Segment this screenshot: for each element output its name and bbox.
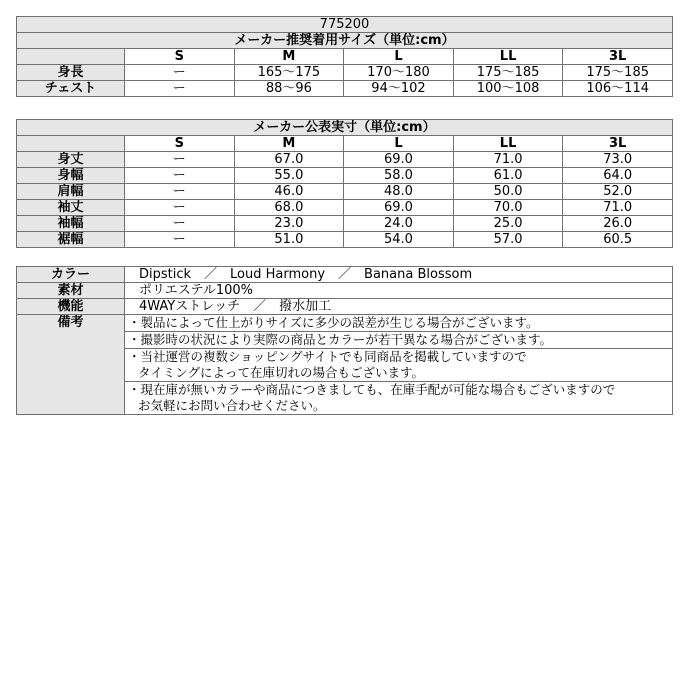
table-cell: 54.0 xyxy=(344,232,454,248)
row-label: 袖幅 xyxy=(17,216,125,232)
size-header-row xyxy=(17,136,673,152)
function-value: 4WAYストレッチ ／ 撥水加工 xyxy=(125,299,673,315)
note-text: お気軽にお問い合わせください。 xyxy=(138,398,326,413)
table-cell: 165～175 xyxy=(234,65,344,81)
table-row xyxy=(17,200,673,216)
table-cell: 100～108 xyxy=(453,81,563,97)
table-row xyxy=(17,81,673,97)
color-value: Dipstick ／ Loud Harmony ／ Banana Blossom xyxy=(125,267,673,283)
table-cell: 24.0 xyxy=(344,216,454,232)
size-header: 3L xyxy=(563,136,673,152)
row-label: チェスト xyxy=(17,81,125,97)
color-label: カラー xyxy=(17,267,125,283)
table-cell: ー xyxy=(125,81,235,97)
table-cell: 61.0 xyxy=(453,168,563,184)
size-header: LL xyxy=(453,49,563,65)
size-header: M xyxy=(234,49,344,65)
table-cell: 57.0 xyxy=(453,232,563,248)
table-cell: 50.0 xyxy=(453,184,563,200)
size-header: L xyxy=(344,49,454,65)
table-cell: 26.0 xyxy=(563,216,673,232)
table-row xyxy=(17,216,673,232)
note-item xyxy=(125,382,673,415)
row-label: 身丈 xyxy=(17,152,125,168)
row-label: 肩幅 xyxy=(17,184,125,200)
note-item xyxy=(125,349,673,382)
corner-cell xyxy=(17,136,125,152)
table-cell: ー xyxy=(125,200,235,216)
table-cell: 64.0 xyxy=(563,168,673,184)
table-cell: 71.0 xyxy=(453,152,563,168)
size-header: S xyxy=(125,49,235,65)
table-cell: 106～114 xyxy=(563,81,673,97)
table-row xyxy=(17,184,673,200)
product-info-table xyxy=(16,266,673,415)
row-label: 袖丈 xyxy=(17,200,125,216)
measured-title: メーカー公表実寸（単位:cm） xyxy=(17,120,673,136)
note-text: ・現在庫が無いカラーや商品につきましても、在庫手配が可能な場合もございますので xyxy=(128,382,616,397)
note-item xyxy=(125,332,673,349)
size-header: S xyxy=(125,136,235,152)
table-cell: 25.0 xyxy=(453,216,563,232)
table-cell: 23.0 xyxy=(234,216,344,232)
model-number: 775200 xyxy=(17,17,673,33)
recommended-size-table xyxy=(16,16,673,97)
table-cell: 52.0 xyxy=(563,184,673,200)
material-row xyxy=(17,283,673,299)
table-cell: ー xyxy=(125,184,235,200)
table-cell: 46.0 xyxy=(234,184,344,200)
corner-cell xyxy=(17,49,125,65)
table-cell: 69.0 xyxy=(344,200,454,216)
table-cell: 71.0 xyxy=(563,200,673,216)
table-cell: 175～185 xyxy=(453,65,563,81)
table-row xyxy=(17,168,673,184)
table-cell: 70.0 xyxy=(453,200,563,216)
table-cell: 51.0 xyxy=(234,232,344,248)
notes-row xyxy=(17,315,673,332)
function-label: 機能 xyxy=(17,299,125,315)
table-cell: 58.0 xyxy=(344,168,454,184)
note-text: タイミングによって在庫切れの場合もございます。 xyxy=(138,365,425,380)
table-cell: 60.5 xyxy=(563,232,673,248)
color-row xyxy=(17,267,673,283)
table-cell: ー xyxy=(125,168,235,184)
table-cell: 73.0 xyxy=(563,152,673,168)
notes-label: 備考 xyxy=(17,315,125,415)
table-cell: 69.0 xyxy=(344,152,454,168)
table-cell: 94～102 xyxy=(344,81,454,97)
function-row xyxy=(17,299,673,315)
note-text: ・製品によって仕上がりサイズに多少の誤差が生じる場合がございます。 xyxy=(128,315,539,330)
table-cell: 175～185 xyxy=(563,65,673,81)
recommended-title: メーカー推奨着用サイズ（単位:cm） xyxy=(17,33,673,49)
table-row xyxy=(17,152,673,168)
note-item xyxy=(125,315,673,332)
table-cell: ー xyxy=(125,65,235,81)
table-cell: 67.0 xyxy=(234,152,344,168)
material-label: 素材 xyxy=(17,283,125,299)
material-value: ポリエステル100% xyxy=(125,283,673,299)
table-cell: ー xyxy=(125,232,235,248)
table-row xyxy=(17,65,673,81)
table-cell: 68.0 xyxy=(234,200,344,216)
table-row xyxy=(17,232,673,248)
row-label: 身長 xyxy=(17,65,125,81)
table-cell: 55.0 xyxy=(234,168,344,184)
size-header: M xyxy=(234,136,344,152)
note-text: ・撮影時の状況により実際の商品とカラーが若干異なる場合がございます。 xyxy=(128,332,553,347)
table-cell: 48.0 xyxy=(344,184,454,200)
table-cell: 88～96 xyxy=(234,81,344,97)
size-header: L xyxy=(344,136,454,152)
row-label: 身幅 xyxy=(17,168,125,184)
measured-size-table xyxy=(16,119,673,248)
note-text: ・当社運営の複数ショッピングサイトでも同商品を掲載していますので xyxy=(128,349,527,364)
row-label: 裾幅 xyxy=(17,232,125,248)
table-cell: ー xyxy=(125,216,235,232)
size-header: LL xyxy=(453,136,563,152)
table-cell: 170～180 xyxy=(344,65,454,81)
size-header: 3L xyxy=(563,49,673,65)
table-cell: ー xyxy=(125,152,235,168)
size-header-row xyxy=(17,49,673,65)
